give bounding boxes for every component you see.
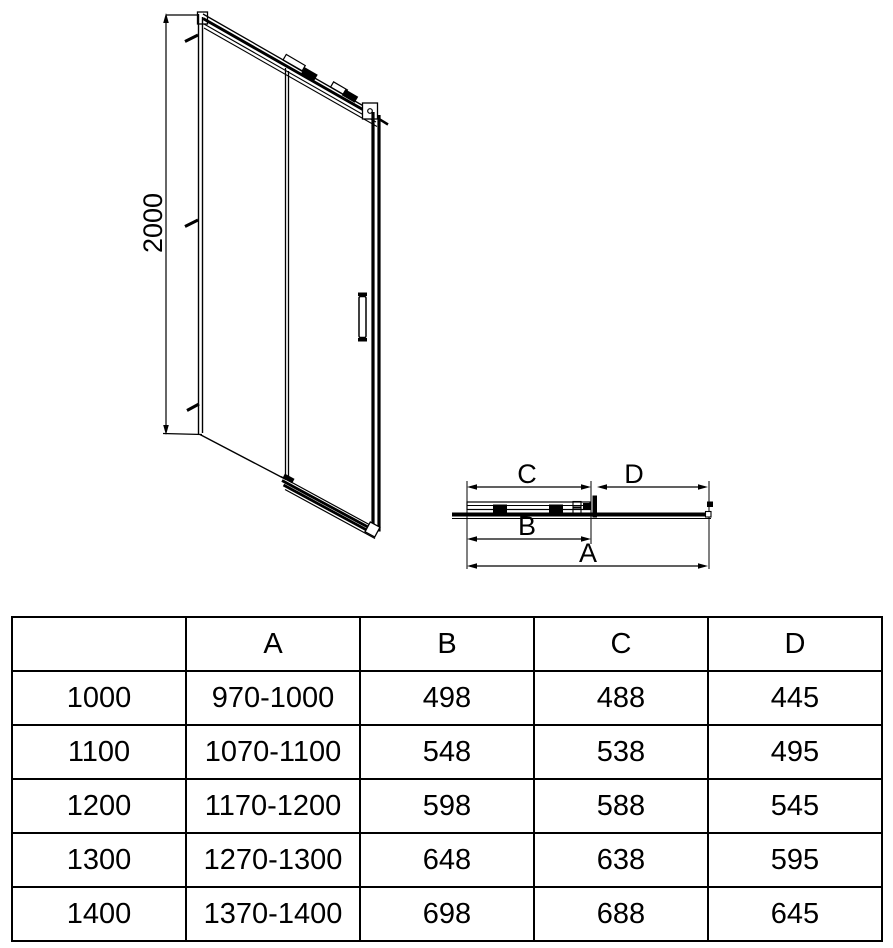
header-a: A [186,617,360,671]
arrow-right-icon [581,484,591,489]
table-cell: 1170-1200 [186,779,360,833]
front-view [138,12,388,539]
table-cell: 970-1000 [186,671,360,725]
arrow-left-icon [597,484,607,489]
table-cell: 1000 [12,671,186,725]
dimension-c-label: C [517,459,537,489]
table-cell: 498 [360,671,534,725]
header-c: C [534,617,708,671]
arrow-right-icon [698,563,708,568]
table-cell: 595 [708,833,882,887]
door-handle [358,293,367,342]
table-cell: 645 [708,887,882,941]
table-row [12,725,882,779]
table-cell: 638 [534,833,708,887]
panel-division [286,68,289,479]
table-cell: 1100 [12,725,186,779]
fixed-panel-edge [199,14,287,480]
table-cell: 648 [360,833,534,887]
table-row [12,887,882,941]
table-cell: 1270-1300 [186,833,360,887]
dimension-d [597,459,708,490]
bottom-rail [281,474,380,539]
height-dimension-label: 2000 [138,192,168,254]
table-cell: 698 [360,887,534,941]
dimension-a [467,538,708,569]
size-table [11,616,883,942]
table-row [12,833,882,887]
header-b: B [360,617,534,671]
dimension-d-label: D [624,459,644,489]
table-cell: 1300 [12,833,186,887]
top-rail [198,12,389,127]
dimension-c [467,459,591,490]
table-cell: 1200 [12,779,186,833]
table-row [12,779,882,833]
table-cell: 1400 [12,887,186,941]
wall-brackets [185,35,199,411]
arrow-right-icon [698,484,708,489]
header-d: D [708,617,882,671]
plan-view [452,459,713,569]
dimension-a-label: A [578,538,598,568]
table-cell: 445 [708,671,882,725]
table-cell: 495 [708,725,882,779]
table-cell: 545 [708,779,882,833]
table-cell: 588 [534,779,708,833]
table-cell: 598 [360,779,534,833]
arrow-left-icon [467,484,477,489]
table-header-row [12,617,882,671]
roller-carriages [283,54,358,102]
table-row [12,671,882,725]
table-cell: 1370-1400 [186,887,360,941]
arrow-left-icon [467,563,477,568]
table-cell: 548 [360,725,534,779]
table-cell: 1070-1100 [186,725,360,779]
table-cell: 488 [534,671,708,725]
header-size [12,617,186,671]
table-cell: 538 [534,725,708,779]
dimension-b-label: B [517,511,537,541]
table-cell: 688 [534,887,708,941]
right-profile [373,112,379,532]
arrow-left-icon [467,536,477,541]
